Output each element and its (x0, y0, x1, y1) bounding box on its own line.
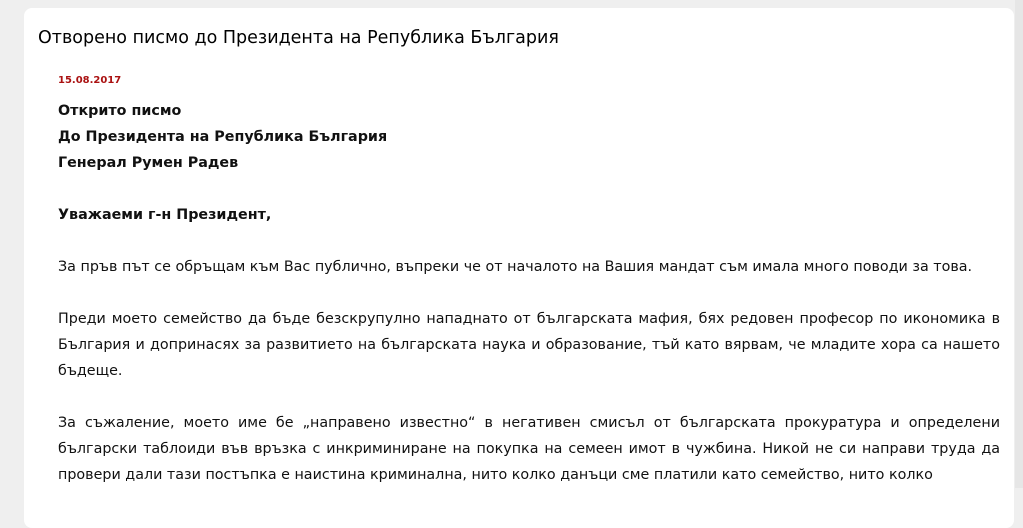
article-card (24, 8, 1014, 528)
paragraph-1: За пръв път се обръщам към Вас публично, въпреки че от началото на Вашия мандат съм имала много поводи за това. (58, 259, 973, 275)
heading-line-3: Генерал Румен Радев (58, 155, 239, 171)
salutation: Уважаеми г-н Президент, (58, 207, 272, 223)
article-title: Отворено писмо до Президента на Република България (38, 28, 559, 48)
article-date: 15.08.2017 (58, 75, 122, 86)
heading-line-2: До Президента на Република България (58, 129, 388, 145)
paragraph-2: Преди моето семейство да бъде безскрупулно нападнато от българската мафия, бях редовен професор по икономика в България и допринасях за развитието на българската наука и образование, тъй като вярвам, че младите хора са нашето бъдеще. (58, 311, 1000, 379)
heading-line-1: Открито писмо (58, 103, 182, 119)
page-scrollbar[interactable] (1015, 0, 1023, 488)
paragraph-3: За съжаление, моето име бе „направено известно“ в негативен смисъл от българската прокуратура и определени български таблоиди във връзка с инкриминиране на покупка на семеен имот в чужбина. Никой не си направи труда да провери дали тази постъпка е наистина криминална, нито колко данъци сме платили като семейство, нито колко (58, 415, 1000, 483)
article-body (58, 98, 1000, 488)
